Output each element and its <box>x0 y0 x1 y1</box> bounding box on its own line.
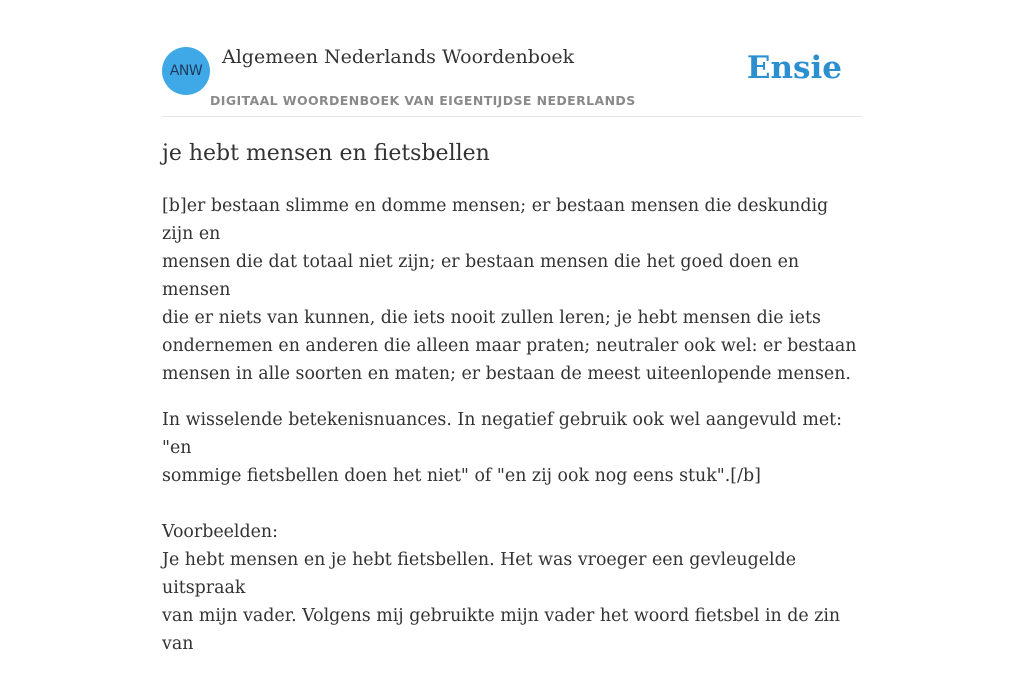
entry-content <box>162 138 864 676</box>
definition-paragraph: In wisselende betekenisnuances. In negatief gebruik ook wel aangevuld met: "en sommige fietsbellen doen het niet" of "en zij ook nog eens stuk".[/b] Voorbeelden: Je hebt mensen en je hebt fietsbellen. Het was vroeger een gevleugelde uitspraak van mijn vader. Volgens mij gebruikte mijn vader het woord fietsbel in de zin van <box>162 410 843 654</box>
logo-text: ANW <box>169 63 203 79</box>
site-header <box>162 40 862 117</box>
site-subtitle: DIGITAAL WOORDENBOEK VAN EIGENTIJDSE NEDERLANDS <box>210 93 636 108</box>
site-title[interactable]: Algemeen Nederlands Woordenboek <box>222 46 575 68</box>
definition-paragraph: [b]er bestaan slimme en domme mensen; er bestaan mensen die deskundig zijn en mensen die dat totaal niet zijn; er bestaan mensen die het goed doen en mensen die er niets van kunnen, die iets nooit zullen leren; je hebt mensen die iets ondernemen en anderen die alleen maar praten; neutraler ook wel: er bestaan mensen in alle soorten en maten; er bestaan de meest uiteenlopende mensen. <box>162 196 857 384</box>
anw-logo[interactable] <box>162 47 210 95</box>
entry-term: je hebt mensen en fietsbellen <box>162 141 490 166</box>
ensie-brand-logo[interactable]: Ensie <box>746 50 842 86</box>
